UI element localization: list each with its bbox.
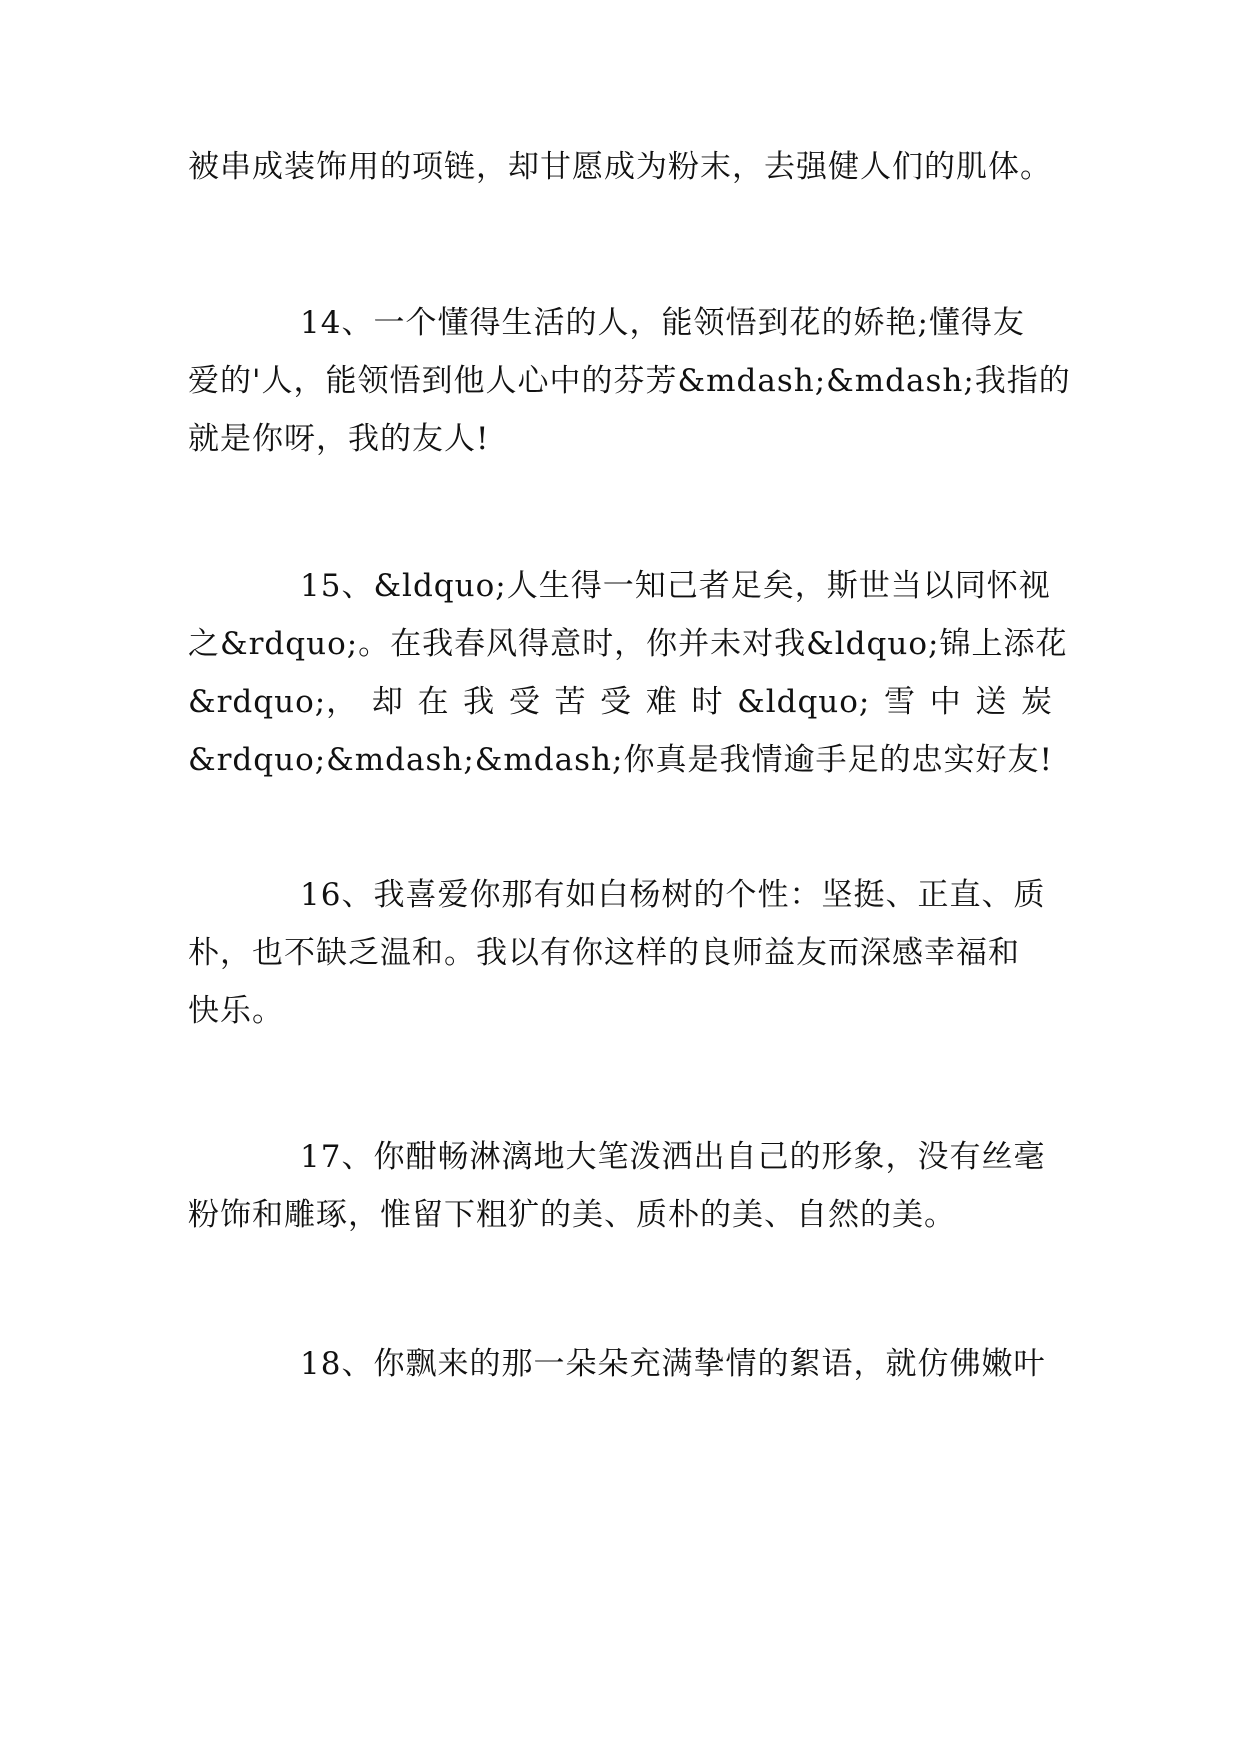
text-line: 快乐。	[188, 993, 284, 1029]
text-fragment: 苦	[554, 684, 587, 720]
text-line: 15、&ldquo;人生得一知己者足矣，斯世当以同怀视	[300, 568, 1051, 604]
text-fragment: &rdquo;，	[188, 684, 359, 720]
text-line: 14、一个懂得生活的人，能领悟到花的娇艳;懂得友	[300, 305, 1025, 341]
justified-text-line	[188, 673, 1053, 731]
text-fragment: 却	[371, 684, 404, 720]
text-fragment: 受	[600, 684, 633, 720]
text-line: &rdquo;&mdash;&mdash;你真是我情逾手足的忠实好友!	[188, 742, 1053, 778]
paragraph-continuation	[188, 138, 1053, 196]
text-fragment: 受	[508, 684, 541, 720]
paragraph-item-15	[188, 557, 1068, 789]
text-line: 粉饰和雕琢，惟留下粗犷的美、质朴的美、自然的美。	[188, 1197, 956, 1233]
text-line: 之&rdquo;。在我春风得意时，你并未对我&ldquo;锦上添花	[188, 626, 1068, 662]
text-line: 17、你酣畅淋漓地大笔泼洒出自己的形象，没有丝毫	[300, 1139, 1046, 1175]
paragraph-item-18	[188, 1335, 1053, 1393]
text-line: 就是你呀，我的友人!	[188, 421, 490, 457]
text-line: 16、我喜爱你那有如白杨树的个性：坚挺、正直、质	[300, 877, 1046, 913]
text-fragment: 中	[929, 684, 962, 720]
text-line: 18、你飘来的那一朵朵充满挚情的絮语，就仿佛嫩叶	[300, 1346, 1046, 1382]
paragraph-item-14	[188, 294, 1071, 468]
text-fragment: 我	[463, 684, 496, 720]
text-fragment: 难	[645, 684, 678, 720]
text-fragment: 炭	[1021, 684, 1053, 720]
text-line: 爱的'人，能领悟到他人心中的芬芳&mdash;&mdash;我指的	[188, 363, 1071, 399]
text-fragment: &ldquo;	[737, 684, 871, 720]
text-fragment: 在	[417, 684, 450, 720]
text-fragment: 时	[691, 684, 724, 720]
text-line: 朴，也不缺乏温和。我以有你这样的良师益友而深感幸福和	[188, 935, 1020, 971]
text-fragment: 雪	[884, 684, 917, 720]
text-line: 被串成装饰用的项链，却甘愿成为粉末，去强健人们的肌体。	[188, 149, 1052, 185]
paragraph-item-17	[188, 1128, 1053, 1244]
text-fragment: 送	[975, 684, 1008, 720]
paragraph-item-16	[188, 866, 1053, 1040]
